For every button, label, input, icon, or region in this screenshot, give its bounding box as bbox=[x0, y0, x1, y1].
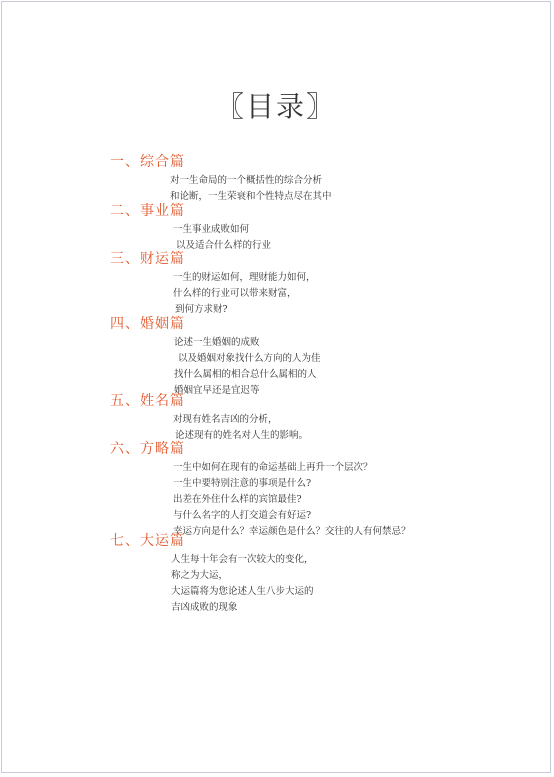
section-line: 论述现有的姓名对人生的影响。 bbox=[175, 430, 309, 441]
section-line: 婚姻宜早还是宜迟等 bbox=[174, 385, 260, 396]
section-line: 找什么属相的相合总什么属相的人 bbox=[174, 369, 317, 380]
section-line: 幸运方向是什么？幸运颜色是什么？交往的人有何禁忌？ bbox=[173, 526, 411, 537]
section-line: 与什么名字的人打交道会有好运? bbox=[173, 510, 312, 521]
document-page bbox=[1, 1, 551, 773]
section-heading: 五、姓名篇 bbox=[110, 393, 185, 409]
section-line: 称之为大运， bbox=[171, 570, 229, 581]
section-line: 大运篇将为您论述人生八步大运的 bbox=[171, 586, 314, 597]
section-line: 到何方求财? bbox=[175, 304, 228, 315]
section-line: 对现有姓名吉凶的分析， bbox=[173, 414, 278, 425]
section-major-cycle bbox=[110, 532, 314, 616]
section-wealth bbox=[110, 250, 316, 318]
section-line: 一生的财运如何，理财能力如何， bbox=[173, 272, 316, 283]
section-career bbox=[110, 202, 271, 254]
section-heading: 六、方略篇 bbox=[110, 441, 185, 457]
section-line: 对一生命局的一个概括性的综合分析 bbox=[170, 175, 323, 186]
section-line: 一生中如何在现有的命运基础上再升一个层次？ bbox=[173, 462, 373, 473]
section-heading: 七、大运篇 bbox=[110, 533, 185, 549]
section-marriage bbox=[110, 315, 321, 399]
section-line: 一生事业成败如何 bbox=[173, 224, 250, 235]
section-strategy bbox=[110, 440, 411, 540]
section-name bbox=[110, 392, 308, 444]
section-line: 以及适合什么样的行业 bbox=[176, 240, 272, 251]
section-heading: 一、综合篇 bbox=[110, 154, 185, 170]
section-line: 什么样的行业可以带来财富， bbox=[173, 288, 297, 299]
section-heading: 三、财运篇 bbox=[110, 251, 185, 267]
section-line: 和论断，一生荣衰和个性特点尽在其中 bbox=[170, 191, 332, 202]
section-line: 一生中要特别注意的事项是什么? bbox=[173, 478, 312, 489]
section-line: 论述一生婚姻的成败 bbox=[174, 337, 260, 348]
section-line: 人生每十年会有一次较大的变化， bbox=[171, 554, 314, 565]
section-line: 出差在外住什么样的宾馆最佳? bbox=[173, 494, 302, 505]
section-heading: 二、事业篇 bbox=[110, 203, 185, 219]
section-line: 吉凶成败的现象 bbox=[171, 602, 238, 613]
section-line: 以及婚姻对象找什么方向的人为佳 bbox=[178, 353, 321, 364]
section-heading: 四、婚姻篇 bbox=[110, 316, 185, 332]
section-general bbox=[110, 153, 332, 205]
page-title: 〖目录〗 bbox=[215, 90, 336, 123]
